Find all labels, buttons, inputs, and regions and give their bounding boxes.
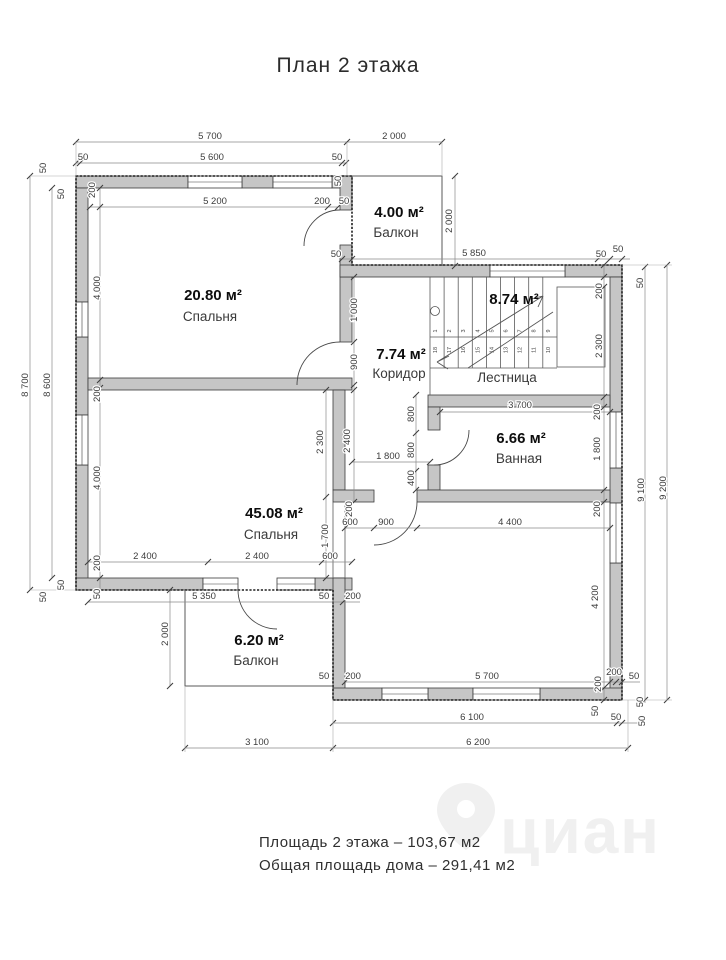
dim-label: 200	[594, 283, 605, 299]
dim-label: 50	[77, 152, 89, 163]
stair-number: 7	[517, 329, 524, 333]
dim-label: 900	[349, 354, 360, 370]
dim-label: 200	[92, 386, 103, 402]
room-name-label: Спальня	[243, 527, 299, 542]
dim-label: 9 100	[636, 478, 647, 502]
dim-label: 8 700	[20, 373, 31, 397]
dim-label: 6 200	[466, 737, 490, 748]
dim-label: 200	[314, 196, 330, 207]
dim-label: 2 400	[133, 551, 157, 562]
wall-segment	[76, 578, 203, 590]
dim-label: 200	[606, 667, 622, 678]
total-area-text: Общая площадь дома – 291,41 м2	[259, 857, 516, 874]
room-name-label: Балкон	[373, 225, 419, 240]
dim-label: 2 300	[315, 430, 326, 454]
dim-label: 4 400	[498, 517, 522, 528]
stair-number: 12	[517, 346, 524, 354]
stair-start-marker	[431, 307, 440, 316]
wall-segment	[340, 265, 490, 277]
stair-number: 8	[531, 329, 538, 333]
dim-label: 1 800	[592, 437, 603, 461]
wall-segment	[333, 490, 374, 502]
dim-label: 5 350	[192, 591, 216, 602]
dim-label: 200	[92, 555, 103, 571]
dim-label: 50	[92, 588, 103, 600]
dim-label: 200	[593, 676, 604, 692]
room-area-label: 45.08 м²	[245, 505, 303, 522]
room-area-label: 7.74 м²	[376, 346, 426, 363]
dim-label: 50	[635, 277, 646, 289]
dim-label: 1 700	[320, 524, 331, 548]
wall-segment	[428, 688, 473, 700]
dim-label: 50	[56, 579, 67, 591]
dim-label: 50	[333, 175, 344, 187]
dim-label: 5 700	[475, 671, 499, 682]
dim-label: 50	[612, 244, 624, 255]
wall-segment	[76, 337, 88, 415]
dim-label: 1 800	[376, 451, 400, 462]
dim-label: 50	[38, 162, 49, 174]
stair-number: 11	[531, 347, 538, 353]
dim-label: 50	[38, 591, 49, 603]
wall-segment	[428, 407, 440, 430]
stair-number: 15	[475, 346, 482, 354]
room-name-label: Ванная	[495, 451, 543, 466]
room-name-label: Лестница	[477, 370, 537, 385]
room-name-label: Балкон	[233, 653, 279, 668]
dim-label: 50	[590, 705, 601, 717]
dim-label: 50	[628, 671, 640, 682]
dim-label: 50	[318, 671, 330, 682]
page-title: План 2 этажа	[276, 54, 420, 77]
stair-number: 5	[489, 329, 496, 333]
wall-segment	[333, 578, 345, 700]
dim-label: 900	[378, 517, 394, 528]
stair-number: 17	[447, 346, 454, 354]
dim-label: 800	[406, 442, 417, 458]
dim-label: 2 400	[342, 429, 353, 453]
dim-label: 5 700	[198, 131, 222, 142]
dim-label: 5 200	[203, 196, 227, 207]
dim-label: 600	[342, 517, 358, 528]
stair-step-numbers	[433, 329, 552, 353]
dim-label: 50	[331, 152, 343, 163]
stair-number: 18	[433, 346, 439, 354]
dim-label: 4 200	[590, 585, 601, 609]
room-area-label: 6.66 м²	[496, 430, 546, 447]
dim-label: 50	[56, 188, 67, 200]
dim-label: 50	[338, 196, 350, 207]
wall-segment	[417, 490, 610, 502]
dim-label: 9 200	[658, 476, 669, 500]
stair-number: 2	[447, 329, 454, 333]
dim-label: 5 600	[200, 152, 224, 163]
footer-summary	[259, 834, 515, 874]
wall-segment	[540, 688, 622, 700]
floor-area-text: Площадь 2 этажа – 103,67 м2	[259, 834, 481, 851]
dim-label: 50	[330, 249, 342, 260]
dim-label: 50	[595, 249, 607, 260]
wall-segment	[333, 688, 382, 700]
wall-segment	[76, 465, 88, 590]
dim-label: 600	[322, 551, 338, 562]
room-area-label: 6.20 м²	[234, 632, 284, 649]
dim-label: 200	[345, 671, 361, 682]
dim-label: 2 000	[382, 131, 406, 142]
wall-segment	[88, 378, 352, 390]
wall-segment	[428, 465, 440, 490]
room-area-label: 4.00 м²	[374, 204, 424, 221]
dim-label: 50	[635, 696, 646, 708]
dim-label: 2 300	[594, 334, 605, 358]
room-area-label: 8.74 м²	[489, 291, 539, 308]
watermark	[437, 783, 661, 867]
balcony-railings	[182, 176, 442, 686]
dim-label: 3 700	[508, 400, 532, 411]
stair-number: 13	[503, 346, 510, 354]
dim-label: 200	[592, 404, 603, 420]
dim-label: 200	[344, 501, 355, 517]
dim-label: 50	[610, 712, 622, 723]
wall-segment	[242, 176, 273, 188]
dim-label: 6 100	[460, 712, 484, 723]
dim-label: 4 000	[92, 466, 103, 490]
wall-segment	[565, 265, 622, 277]
stair-number: 3	[461, 329, 468, 333]
stair-number: 9	[545, 329, 552, 333]
wall-segment	[76, 188, 88, 302]
dim-label: 5 850	[462, 248, 486, 259]
stair-number: 4	[475, 329, 482, 333]
wall-segment	[610, 277, 622, 412]
wall-segment	[610, 468, 622, 503]
stair-number: 10	[545, 346, 552, 354]
watermark-text: циан	[500, 795, 661, 867]
dim-label: 4 000	[92, 276, 103, 300]
stair-number: 16	[461, 346, 468, 354]
dim-label: 200	[87, 182, 98, 198]
stair-number: 6	[503, 329, 510, 333]
dim-label: 2 000	[160, 622, 171, 646]
dim-label: 200	[592, 501, 603, 517]
room-name-label: Коридор	[372, 366, 426, 381]
dim-label: 800	[406, 406, 417, 422]
dim-label: 2 000	[444, 209, 455, 233]
dim-label: 50	[637, 715, 648, 727]
dim-label: 3 100	[245, 737, 269, 748]
dim-label: 1 000	[349, 298, 360, 322]
dim-label: 200	[345, 591, 361, 602]
room-area-label: 20.80 м²	[184, 287, 242, 304]
dim-label: 50	[318, 591, 330, 602]
room-name-label: Спальня	[182, 309, 238, 324]
dim-label: 8 600	[42, 373, 53, 397]
dim-label: 400	[406, 470, 417, 486]
dim-label: 2 400	[245, 551, 269, 562]
stair-number: 14	[489, 346, 496, 354]
stair-number: 1	[433, 329, 439, 333]
